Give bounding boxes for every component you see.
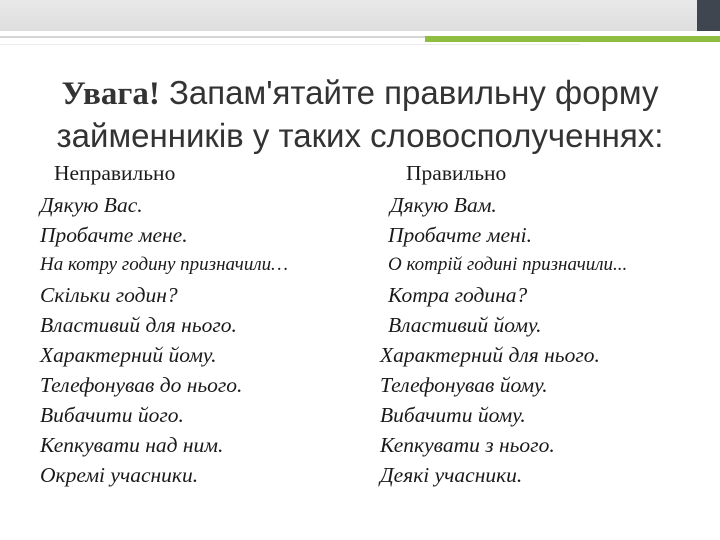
right-column [380,160,627,490]
wrong-item: Кепкувати над ним. [40,433,224,457]
wrong-item: Пробачте мене. [40,223,188,247]
wrong-item: Характерний йому. [40,343,217,367]
title-warning: Увага! [61,76,160,112]
wrong-item: Скільки годин? [40,283,178,307]
right-item: Дякую Вам. [390,193,497,217]
wrong-item: Телефонував до нього. [40,373,243,397]
wrong-item: На котру годину призначили… [40,254,289,275]
header-green-accent [425,36,720,42]
wrong-column [40,160,288,490]
wrong-item: Вибачити його. [40,403,184,427]
slide-title [0,72,720,157]
header-bar [0,0,697,31]
right-item: Властивий йому. [388,313,542,337]
right-item: Котра година? [388,283,528,307]
title-line-1-rest: Запам'ятайте правильну форму [159,74,659,111]
right-item: Телефонував йому. [380,373,548,397]
title-line-2: займенників у таких словосполученнях: [56,117,664,154]
right-item: Вибачити йому. [380,403,526,427]
header-accent-block [697,0,720,31]
header-divider-thin [0,44,580,45]
title-line-1 [0,72,720,115]
right-column-header: Правильно [406,161,507,185]
wrong-item: Окремі учасники. [40,463,199,487]
wrong-column-header: Неправильно [54,161,176,185]
right-item: Пробачте мені. [388,223,533,247]
right-item: Деякі учасники. [380,463,523,487]
wrong-item: Властивий для нього. [40,313,237,337]
right-item: Кепкувати з нього. [380,433,555,457]
right-item: Характерний для нього. [380,343,600,367]
right-item: О котрій годині призначили... [388,254,628,275]
wrong-item: Дякую Вас. [40,193,143,217]
